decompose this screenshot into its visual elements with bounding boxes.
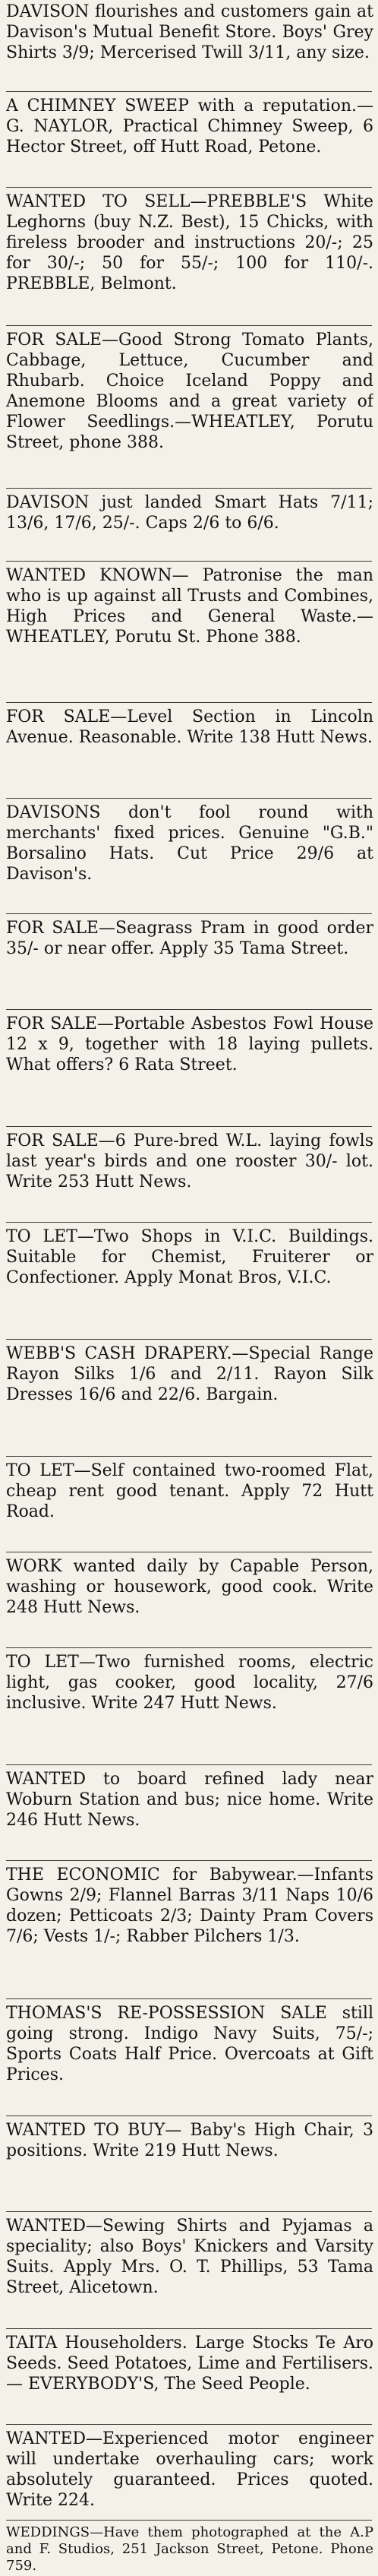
column-rule bbox=[6, 1009, 372, 1010]
ad-text: THE ECONOMIC for Babywear.—Infants Gowns 2/9; Flannel Barras 3/11 Naps 10/6 dozen; Petticoats 2/3; Dainty Pram Covers 7/6; Vests 1/-; Rabber Pilchers 1/3. bbox=[6, 1866, 373, 1946]
ad-text: WANTED TO BUY— Baby's High Chair, 3 positions. Write 219 Hutt News. bbox=[6, 2121, 373, 2160]
classified-ad-two-shops bbox=[6, 1226, 373, 1333]
ad-text: WEBB'S CASH DRAPERY.—Special Range Rayon Silks 1/6 and 2/11. Rayon Silk Dresses 16/6 and 22/6. Bargain. bbox=[6, 1344, 373, 1404]
column-rule bbox=[6, 1456, 372, 1457]
classified-ad-chimney-sweep bbox=[6, 96, 373, 181]
classified-ad-board-refined-lady bbox=[6, 1769, 373, 1854]
classified-ad-wheatley-plants bbox=[6, 330, 373, 482]
ad-text: TAITA Householders. Large Stocks Te Aro Seeds. Seed Potatoes, Lime and Fertilisers.— EVERYBODY'S, The Seed People. bbox=[6, 2334, 373, 2394]
ad-text: WANTED—Sewing Shirts and Pyjamas a speciality; also Boys' Knickers and Varsity Suits. Apply Mrs. O. T. Phillips, 53 Tama Street, Alicetown. bbox=[6, 2217, 373, 2297]
ad-text: TO LET—Two furnished rooms, electric light, gas cooker, good locality, 27/6 inclusive. Write 247 Hutt News. bbox=[6, 1653, 373, 1713]
ad-text: WORK wanted daily by Capable Person, washing or housework, good cook. Write 248 Hutt News. bbox=[6, 1557, 373, 1617]
column-rule bbox=[6, 913, 372, 914]
ad-text: DAVISONS don't fool round with merchants' fixed prices. Genuine "G.B." Borsalino Hats. Cut Price 29/6 at Davison's. bbox=[6, 803, 373, 884]
ad-text: WANTED KNOWN— Patronise the man who is up against all Trusts and Combines, High Prices and General Waste.—WHEATLEY, Porutu St. Phone 388. bbox=[6, 566, 373, 647]
column-rule bbox=[6, 1764, 372, 1765]
classified-ad-thomas-repossession bbox=[6, 2003, 373, 2109]
ad-text: FOR SALE—Portable Asbestos Fowl House 12 x 9, together with 18 laying pullets. What offers? 6 Rata Street. bbox=[6, 1014, 373, 1074]
ad-text: FOR SALE—Good Strong Tomato Plants, Cabbage, Lettuce, Cucumber and Rhubarb. Choice Iceland Poppy and Anemone Blooms and a great variety of Flower Seedlings.—WHEATLEY, Porutu Street, phone 388. bbox=[6, 331, 373, 452]
column-rule bbox=[6, 325, 372, 326]
column-rule bbox=[6, 187, 372, 188]
ad-text: WANTED to board refined lady near Woburn Station and bus; nice home. Write 246 Hutt News. bbox=[6, 1770, 373, 1830]
classified-ad-davison-flourishes bbox=[6, 2, 373, 87]
classified-ad-furnished-rooms bbox=[6, 1652, 373, 1758]
column-rule bbox=[6, 2211, 372, 2212]
classified-ad-seagrass-pram bbox=[6, 918, 373, 1003]
ad-text: DAVISON just landed Smart Hats 7/11; 13/6, 17/6, 25/-. Caps 2/6 to 6/6. bbox=[6, 493, 373, 533]
column-rule bbox=[6, 561, 372, 562]
ad-text: FOR SALE—Seagrass Pram in good order 35/- or near offer. Apply 35 Tama Street. bbox=[6, 919, 373, 958]
ad-text: WANTED—Experienced motor engineer will undertake overhauling cars; work absolutely guaranteed. Prices quoted. Write 224. bbox=[6, 2429, 373, 2510]
column-rule bbox=[6, 2520, 372, 2521]
classified-ad-babys-high-chair bbox=[6, 2120, 373, 2205]
column-rule bbox=[6, 1222, 372, 1223]
classified-ad-pure-bred-wl bbox=[6, 1131, 373, 1216]
ad-text: A CHIMNEY SWEEP with a reputation.—G. NAYLOR, Practical Chimney Sweep, 6 Hector Street, off Hutt Road, Petone. bbox=[6, 97, 373, 157]
ad-text: THOMAS'S RE-POSSESSION SALE still going strong. Indigo Navy Suits, 75/-; Sports Coats Half Price. Overcoats at Gift Prices. bbox=[6, 2004, 373, 2084]
classified-ad-self-contained-flat bbox=[6, 1460, 373, 1546]
classified-ad-fowl-house bbox=[6, 1014, 373, 1120]
column-rule bbox=[6, 798, 372, 799]
classified-ad-work-wanted bbox=[6, 1556, 373, 1641]
column-rule bbox=[6, 1998, 372, 1999]
column-rule bbox=[6, 702, 372, 703]
classified-ad-level-section bbox=[6, 707, 373, 792]
ad-text: WANTED TO SELL—PREBBLE'S White Leghorns (buy N.Z. Best), 15 Chicks, with fireless brooder and instructions 20/-; 25 for 30/-; 50 for 55/-; 100 for 110/-. PREBBLE, Belmont. bbox=[6, 192, 373, 293]
classified-ad-weddings-photo bbox=[6, 2524, 373, 2574]
column-rule bbox=[6, 1339, 372, 1340]
column-rule bbox=[6, 91, 372, 92]
classified-ad-taita-seeds bbox=[6, 2333, 373, 2418]
column-rule bbox=[6, 1647, 372, 1648]
classified-ad-motor-engineer bbox=[6, 2429, 373, 2514]
classified-ad-economic-babywear bbox=[6, 1865, 373, 1992]
ad-text: FOR SALE—6 Pure-bred W.L. laying fowls last year's birds and one rooster 30/- lot. Write 253 Hutt News. bbox=[6, 1131, 373, 1191]
column-rule bbox=[6, 488, 372, 489]
column-rule bbox=[6, 2424, 372, 2425]
classified-ad-davisons-borsalino bbox=[6, 802, 373, 907]
column-rule bbox=[6, 1126, 372, 1127]
classified-ad-prebble-leghorns bbox=[6, 191, 373, 319]
classified-ad-davison-hats bbox=[6, 492, 373, 555]
classified-ad-sewing-shirts bbox=[6, 2216, 373, 2322]
column-rule bbox=[6, 2328, 372, 2329]
ad-text: DAVISON flourishes and customers gain at Davison's Mutual Benefit Store. Boys' Grey Shirts 3/9; Mercerised Twill 3/11, any size. bbox=[6, 2, 373, 62]
ad-text: TO LET—Self contained two-roomed Flat, cheap rent good tenant. Apply 72 Hutt Road. bbox=[6, 1461, 373, 1521]
column-rule bbox=[6, 1860, 372, 1861]
ad-text: WEDDINGS—Have them photographed at the A.P and F. Studios, 251 Jackson Street, Petone. Phone 759. bbox=[6, 2524, 373, 2574]
ad-text: FOR SALE—Level Section in Lincoln Avenue. Reasonable. Write 138 Hutt News. bbox=[6, 707, 373, 747]
classified-ad-wanted-known bbox=[6, 565, 373, 696]
classified-ad-webbs-drapery bbox=[6, 1343, 373, 1450]
ad-text: TO LET—Two Shops in V.I.C. Buildings. Suitable for Chemist, Fruiterer or Confectioner. Apply Monat Bros, V.I.C. bbox=[6, 1227, 373, 1287]
